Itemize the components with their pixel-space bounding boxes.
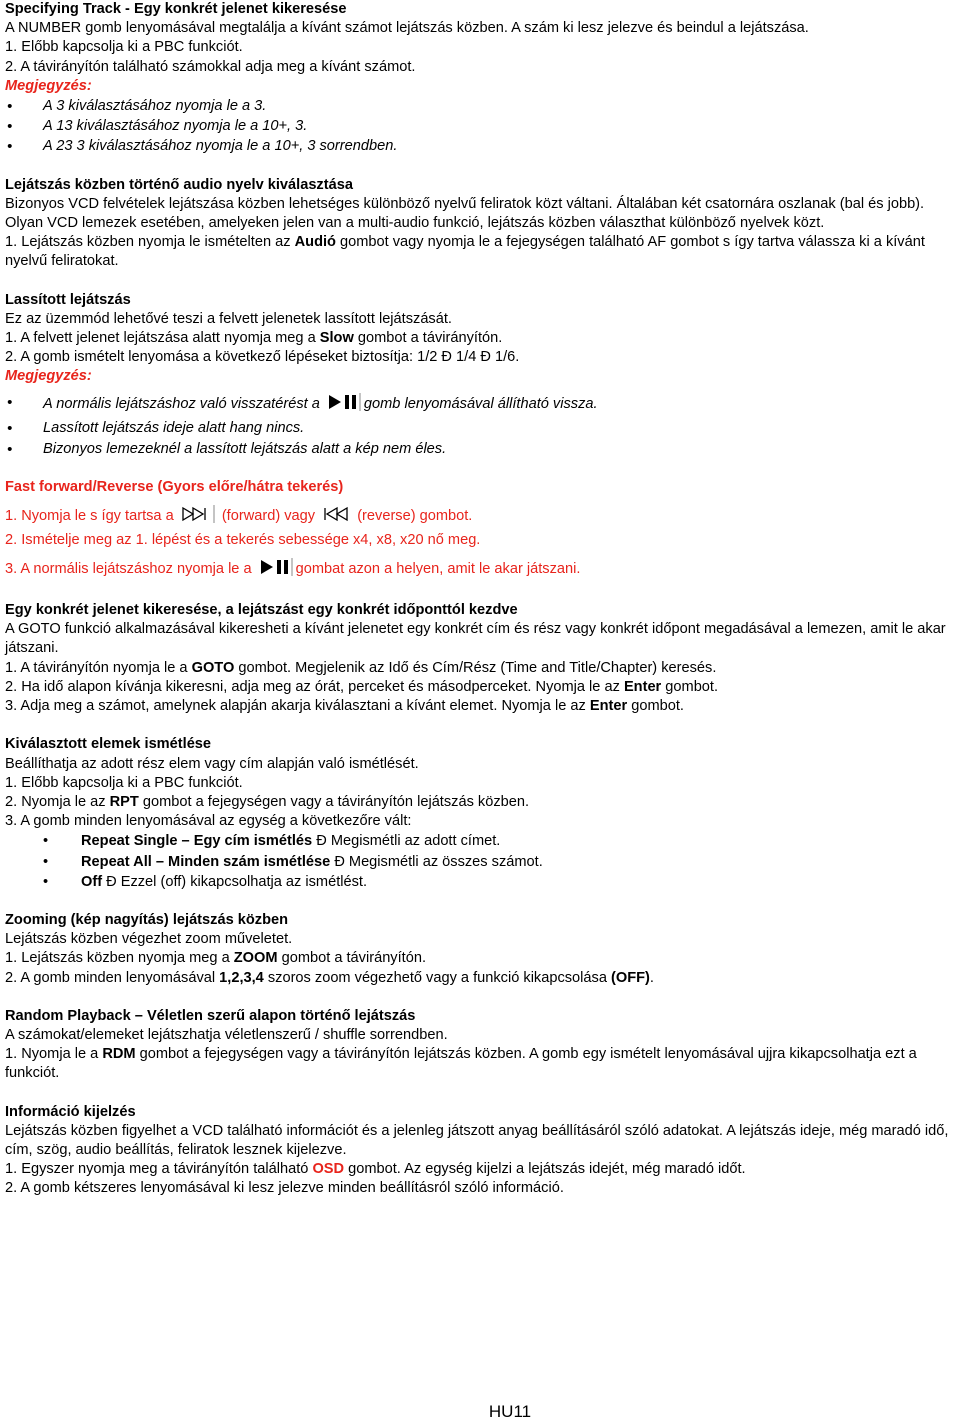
text: gombot. — [661, 678, 719, 695]
note-bullet-3: • Bizonyos lemezeknél a lassított lejátszás alatt a kép nem éles. — [5, 440, 955, 459]
text: 1. A távirányítón nyomja le a — [5, 659, 192, 676]
paragraph: Lejátszás közben végezhet zoom műveletet. — [5, 931, 293, 948]
step-2: 2. A gomb kétszeres lenyomásával ki lesz jelezve minden beállításról szóló információ. — [5, 1180, 564, 1197]
paragraph: A számokat/elemeket lejátszhatja véletlenszerű / shuffle sorrendben. — [5, 1026, 448, 1043]
text: gombot. Az egység kijelzi a lejátszás idejét, még maradó időt. — [344, 1161, 746, 1178]
section-random — [5, 1007, 955, 1084]
section-goto — [5, 601, 955, 716]
text: 1. Nyomja le s így tartsa a — [5, 508, 178, 525]
section-title: Specifying Track - Egy konkrét jelenet kikeresése — [5, 1, 347, 17]
note-bullet-1: • A 3 kiválasztásához nyomja le a 3. — [5, 97, 955, 116]
text: Ð Ezzel (off) kikapcsolhatja az ismétlést. — [102, 873, 368, 890]
step-3: 3. A gomb minden lenyomásával az egység a következőre vált: — [5, 813, 412, 830]
section-specifying-track — [5, 0, 955, 157]
section-repeat — [5, 735, 955, 892]
paragraph: Ez az üzemmód lehetővé teszi a felvett jelenetek lassított lejátszását. — [5, 310, 452, 327]
text: (OFF) — [611, 969, 650, 986]
section-title: Lejátszás közben történő audio nyelv kiválasztása — [5, 176, 353, 193]
text: gombot vagy nyomja le a fejegységen található AF gombot s így tartva válassza ki a kívánt nyelvű feliratokat. — [5, 234, 925, 270]
text: A normális lejátszáshoz való visszatérést a — [43, 395, 324, 412]
text: Repeat All – Minden szám ismétlése — [81, 853, 331, 870]
section-title: Lassított lejátszás — [5, 291, 131, 308]
step-1 — [5, 949, 955, 968]
repeat-option-single — [5, 832, 955, 851]
text: Ð Megismétli az adott címet. — [312, 833, 501, 850]
text: Repeat Single – Egy cím ismétlés — [81, 833, 313, 850]
section-title: Random Playback – Véletlen szerű alapon történő lejátszás — [5, 1007, 416, 1024]
step-2: 2. A távirányítón található számokkal adja meg a kívánt számot. — [5, 58, 416, 75]
text: gombot. — [627, 698, 684, 715]
play-pause-icon — [327, 393, 361, 417]
section-title: Kiválasztott elemek ismétlése — [5, 736, 212, 753]
text: Enter — [623, 678, 662, 695]
text: RPT — [109, 793, 139, 810]
text: (forward) vagy — [217, 508, 320, 525]
text: Audió — [294, 234, 336, 251]
text: Slow — [319, 330, 354, 347]
step-2: 2. A gomb ismételt lenyomása a következő lépéseket biztosítja: 1/2 Ð 1/4 Ð 1/6. — [5, 349, 520, 366]
step-2 — [5, 969, 955, 988]
step-1 — [5, 659, 955, 678]
section-title: Zooming (kép nagyítás) lejátszás közben — [5, 911, 289, 928]
repeat-option-off — [5, 873, 955, 892]
text: gombot a fejegységen vagy a távirányítón lejátszás közben. — [138, 793, 530, 810]
paragraph: Lejátszás közben figyelhet a VCD található információt és a jelenleg játszott anyag beállításáról szóló adatokat. A lejátszás ideje, még maradó idő, cím, szög, audio beállítás, feliratok lesznek kijelezve. — [5, 1122, 949, 1158]
text: gomb lenyomásával állítható vissza. — [363, 395, 598, 412]
text: szoros zoom végezhető vagy a funkció kikapcsolása — [263, 969, 611, 986]
text: gombot a fejegységen vagy a távirányítón lejátszás közben. A gomb egy ismételt lenyomásával ujjra kikapcsolhatja ezt a funkciót. — [5, 1046, 917, 1082]
text: 1. Lejátszás közben nyomja le ismételten az — [5, 234, 295, 251]
section-slow-playback — [5, 291, 955, 460]
paragraph: A NUMBER gomb lenyomásával megtalálja a kívánt számot lejátszás közben. A szám ki lesz jelezve és beindul a lejátszása. — [5, 20, 809, 37]
step-1 — [5, 233, 955, 271]
note-bullet-3: • A 23 3 kiválasztásához nyomja le a 10+, 3 sorrendben. — [5, 137, 955, 156]
text: gombot a távirányítón. — [277, 950, 426, 967]
paragraph: Beállíthatja az adott rész elem vagy cím alapján való ismétlését. — [5, 755, 419, 772]
text: gombat azon a helyen, amit le akar játszani. — [295, 560, 581, 577]
section-title: Információ kijelzés — [5, 1103, 136, 1120]
paragraph: Bizonyos VCD felvételek lejátszása közben lehetséges különböző nyelvű feliratok közt váltani. Általában két csatornára oszlanak (bal és jobb). — [5, 195, 925, 212]
text: Off — [81, 873, 103, 890]
note-label: Megjegyzés: — [5, 368, 92, 385]
text: 3. Adja meg a számot, amelynek alapján akarja kiválasztani a kívánt elemet. Nyomja le az — [5, 698, 590, 715]
text: Ð Megismétli az összes számot. — [330, 853, 543, 870]
text: gombot a távirányítón. — [353, 330, 503, 347]
play-pause-icon — [259, 558, 293, 582]
step-1 — [5, 1160, 955, 1179]
fast-forward-icon — [181, 505, 215, 529]
step-2 — [5, 793, 955, 812]
text: 1. Nyomja le a — [5, 1046, 103, 1063]
section-info-display — [5, 1103, 955, 1199]
text: 1,2,3,4 — [219, 969, 264, 986]
text: ZOOM — [233, 950, 278, 967]
repeat-option-all — [5, 853, 955, 872]
step-1 — [5, 329, 955, 348]
step-3 — [5, 558, 955, 582]
text: 1. Lejátszás közben nyomja meg a — [5, 950, 234, 967]
document-page — [5, 0, 955, 1199]
page-number: HU11 — [488, 1402, 532, 1421]
step-2 — [5, 678, 955, 697]
text: 2. A gomb minden lenyomásával — [5, 969, 220, 986]
step-3 — [5, 697, 955, 716]
step-1 — [5, 1045, 955, 1083]
step-2: 2. Ismételje meg az 1. lépést és a tekerés sebessége x4, x8, x20 nő meg. — [5, 531, 481, 548]
text: . — [649, 969, 654, 986]
text: 2. Ha idő alapon kívánja kikeresni, adja meg az órát, perceket és másodperceket. Nyomja le az — [5, 678, 624, 695]
step-1: 1. Előbb kapcsolja ki a PBC funkciót. — [5, 774, 243, 791]
text: OSD — [312, 1161, 345, 1178]
text: Enter — [589, 698, 628, 715]
text: (reverse) gombot. — [353, 508, 473, 525]
section-title: Egy konkrét jelenet kikeresése, a lejátszást egy konkrét időponttól kezdve — [5, 602, 518, 619]
note-bullet-2: • Lassított lejátszás ideje alatt hang nincs. — [5, 419, 955, 438]
text: RDM — [102, 1046, 136, 1063]
step-1: 1. Előbb kapcsolja ki a PBC funkciót. — [5, 39, 243, 56]
step-1 — [5, 505, 955, 529]
text: 1. Egyszer nyomja meg a távirányítón található — [5, 1161, 313, 1178]
section-fast-forward — [5, 478, 955, 582]
paragraph: Olyan VCD lemezek esetében, amelyeken jelen van a multi-audio funkció, lejátszás közben választhat különböző nyelvek közt. — [5, 215, 825, 232]
text: GOTO — [191, 659, 235, 676]
text: gombot. Megjelenik az Idő és Cím/Rész (Time and Title/Chapter) keresés. — [234, 659, 717, 676]
note-bullet-1 — [5, 393, 955, 417]
paragraph: A GOTO funkció alkalmazásával kikeresheti a kívánt jelenetet egy konkrét cím és rész vagy konkrét időpont megadásával a lemezen, amit le akar játszani. — [5, 621, 946, 657]
text: 2. Nyomja le az — [5, 793, 110, 810]
section-zoom — [5, 911, 955, 988]
text: 3. A normális lejátszáshoz nyomja le a — [5, 560, 256, 577]
section-audio-language — [5, 176, 955, 272]
rewind-icon — [322, 505, 350, 529]
note-label: Megjegyzés: — [5, 77, 92, 94]
text: 1. A felvett jelenet lejátszása alatt nyomja meg a — [5, 330, 320, 347]
section-title: Fast forward/Reverse (Gyors előre/hátra tekerés) — [5, 479, 344, 496]
note-bullet-2: • A 13 kiválasztásához nyomja le a 10+, 3. — [5, 117, 955, 136]
